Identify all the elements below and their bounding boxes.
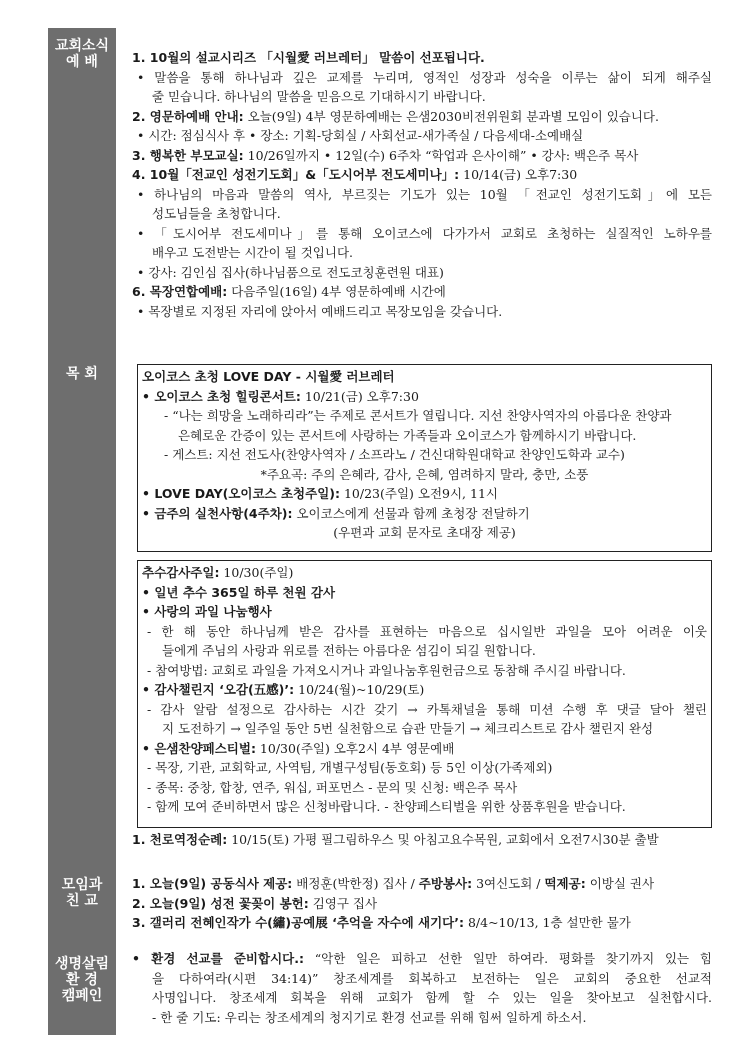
box-line: - 종목: 중창, 합창, 연주, 워십, 퍼포먼스 - 문의 및 신청: 백은주 목사 <box>147 779 518 795</box>
notice-heading <box>132 165 712 185</box>
box-heading-text: 오이코스 초청 LOVE DAY - 시월愛 러브레터 <box>142 369 395 384</box>
notice-detail: 10/26일까지 • 12일(수) 6주차 “학업과 은사이해” • 강사: 백은주 목사 <box>243 147 639 163</box>
box-line: - 함께 모여 준비하면서 많은 신청바랍니다. - 찬양페스티벌을 위한 상품후원을 받습니다. <box>147 799 626 814</box>
notice-heading-text: 1. 10월의 설교시리즈 「시월愛 러브레터」 말씀이 선포됩니다. <box>132 50 485 65</box>
box-heading <box>142 739 707 759</box>
notice-heading <box>132 146 712 166</box>
thanksgiving-box <box>137 560 712 828</box>
worship-section <box>132 48 712 321</box>
notice-heading-text: 떡제공: <box>544 876 586 891</box>
notice-line: • 목장별로 지정된 자리에 앉아서 예배드리고 목장모임을 갖습니다. <box>137 303 503 319</box>
box-line: - 게스트: 지선 전도사(찬양사역자 / 소프라노 / 건신대학원대학교 찬양인도학과 교수) <box>164 447 625 462</box>
box-line: 들에게 주님의 사랑과 위로를 전하는 아름다운 섬김이 되길 원합니다. <box>162 643 536 658</box>
ministry-extra <box>132 830 712 850</box>
box-heading <box>142 484 707 504</box>
box-heading <box>142 563 707 583</box>
box-heading-text: • 은샘찬양페스티벌: <box>142 740 256 756</box>
notice-line: 줄 믿습니다. 하나님의 말씀을 믿음으로 기대하시기 바랍니다. <box>152 89 486 104</box>
box-detail: 10/23(주일) 오전9시, 11시 <box>340 486 498 501</box>
notice-heading <box>132 282 712 302</box>
box-line: - 참여방법: 교회로 과일을 가져오시거나 과일나눔후원헌금으로 동참해 주시길 바랍니다. <box>147 662 626 678</box>
box-heading-text: • 오이코스 초청 힐링콘서트: <box>142 388 301 404</box>
notice-heading-text: 1. 천로역정순례: <box>132 832 228 847</box>
notice-line: 성도님들을 초청합니다. <box>152 206 281 221</box>
notice-heading-text: 주방봉사: <box>418 876 473 891</box>
sidebar-label-campaign <box>48 956 116 1004</box>
notice-detail: 배정훈(박한정) 집사 / <box>292 876 419 891</box>
notice-line: • 시간: 점심식사 후 • 장소: 기획-당회실 / 사회선교-새가족실 / 다음세대-소예배실 <box>137 128 584 143</box>
notice-heading <box>132 830 712 850</box>
sidebar-label-line: 예 배 <box>66 54 98 70</box>
notice-heading-text: 2. 오늘(9일) 성전 꽃꽂이 봉헌: <box>132 895 309 911</box>
notice-heading-text: 1. 오늘(9일) 공동식사 제공: <box>132 876 293 891</box>
sidebar-label-line: 캠페인 <box>61 988 103 1004</box>
sidebar-label-line: 생명살림 <box>54 956 110 972</box>
notice-line: • 하나님의 마음과 말씀의 역사, 부르짖는 기도가 있는 10월 「전교인 성전기도회」에 모든 <box>137 186 712 202</box>
box-heading-text: • 사랑의 과일 나눔행사 <box>142 604 272 619</box>
campaign-section <box>132 949 712 1027</box>
box-heading-text: • 일년 추수 365일 하루 천원 감사 <box>142 584 336 600</box>
notice-detail: 10/15(토) 가평 필그림하우스 및 아침고요수목원, 교회에서 오전7시30분 출발 <box>227 832 659 847</box>
box-line: 은혜로운 간증이 있는 콘서트에 사랑하는 가족들과 오이코스가 함께하시기 바랍니다. <box>178 427 637 443</box>
notice-heading-text: 2. 영문하예배 안내: <box>132 108 244 124</box>
sidebar-label-line: 목 회 <box>66 366 98 382</box>
notice-detail: 8/4~10/13, 1층 설만한 물가 <box>463 915 631 930</box>
box-heading-text: • 감사챌린지 ‘오감(五感)’: <box>142 682 295 697</box>
box-line: *주요곡: 주의 은혜라, 감사, 은혜, 염려하지 말라, 충만, 소풍 <box>260 466 589 482</box>
box-heading-text: • LOVE DAY(오이코스 초청주일): <box>142 486 340 501</box>
sidebar-label-fellowship <box>48 877 116 909</box>
notice-detail: 10/14(금) 오후7:30 <box>459 167 578 182</box>
notice-detail: 이방실 권사 <box>585 876 655 891</box>
notice-line: 사명입니다. 창조세계 회복을 위해 교회가 함께 할 수 있는 일을 찾아보고 실천합시다. <box>152 990 712 1005</box>
notice-detail: “악한 일은 피하고 선한 일만 하여라. 평화를 찾기까지 있는 힘 <box>303 951 712 966</box>
box-line: - 목장, 기관, 교회학교, 사역팀, 개별구성팀(동호회) 등 5인 이상(가족제외) <box>147 760 553 775</box>
box-detail: 10/30(주일) <box>219 565 294 580</box>
box-detail: 오이코스에게 선물과 함께 초청장 전달하기 <box>292 505 530 521</box>
notice-heading <box>132 894 712 914</box>
sidebar-label-line: 교회소식 <box>54 38 110 54</box>
sidebar-label-ministry <box>48 366 116 382</box>
notice-heading <box>132 874 712 894</box>
box-detail: 10/21(금) 오후7:30 <box>300 388 419 404</box>
box-line: - “나는 희망을 노래하리라”는 주제로 콘서트가 열립니다. 지선 찬양사역자의 아름다운 찬양과 <box>164 408 672 423</box>
box-heading <box>142 367 707 387</box>
notice-heading-text: 4. 10월「전교인 성전기도회」&「도시어부 전도세미나」: <box>132 167 460 182</box>
love-day-box <box>137 364 712 552</box>
sidebar-label-line: 친 교 <box>66 893 98 909</box>
sidebar-label-church-news <box>48 38 116 70</box>
notice-detail: 김영구 집사 <box>308 895 378 911</box>
box-heading <box>142 680 707 700</box>
sidebar-label-line: 모임과 <box>61 877 103 893</box>
fellowship-section <box>132 874 712 933</box>
notice-heading-text: 3. 행복한 부모교실: <box>132 147 244 163</box>
box-line: - 감사 알람 설정으로 감사하는 시간 갖기 → 카톡채널을 통해 미션 수행 후 댓글 달아 챌린 <box>147 701 707 717</box>
notice-detail: 3여신도회 / <box>472 876 545 891</box>
notice-line: 배우고 도전받는 시간이 될 것입니다. <box>152 245 353 260</box>
box-detail: 10/24(월)~10/29(토) <box>294 682 425 697</box>
notice-line: 을 다하여라(시편 34:14)” 창조세계를 회복하고 보전하는 일은 교회의 중요한 선교적 <box>152 970 712 986</box>
notice-detail: 다음주일(16일) 4부 영문하예배 시간에 <box>227 284 446 299</box>
notice-heading <box>132 913 712 933</box>
sidebar-label-line: 환 경 <box>66 972 98 988</box>
box-heading <box>142 583 707 603</box>
notice-line: • 「도시어부 전도세미나」를 통해 오이코스에 다가가서 교회로 초청하는 실질적인 노하우를 <box>137 225 712 241</box>
notice-heading-text: 3. 갤러리 전혜인작가 수(繡)공예展 ‘추억을 자수에 새기다’: <box>132 915 464 930</box>
box-heading <box>142 602 707 622</box>
notice-heading <box>132 949 712 969</box>
box-heading <box>142 387 707 407</box>
notice-line: • 말씀을 통해 하나님과 깊은 교제를 누리며, 영적인 성장과 성숙을 이루는 삶이 되게 해주실 <box>137 69 712 85</box>
notice-heading <box>132 107 712 127</box>
notice-heading-text: • 환경 선교를 준비합시다.: <box>132 951 304 966</box>
box-heading-text: 추수감사주일: <box>142 565 220 580</box>
notice-line: • 강사: 김인심 집사(하나님품으로 전도코칭훈련원 대표) <box>137 264 444 280</box>
box-heading-text: • 금주의 실천사항(4주차): <box>142 505 293 521</box>
notice-heading <box>132 48 712 68</box>
box-detail: 10/30(주일) 오후2시 4부 영문예배 <box>255 740 455 756</box>
box-line: 지 도전하기 → 일주일 동안 5번 실천함으로 습관 만들기 → 체크리스트로 감사 챌린지 완성 <box>162 721 654 736</box>
box-heading <box>142 504 707 524</box>
box-line: (우편과 교회 문자로 초대장 제공) <box>333 525 516 540</box>
notice-heading-text: 6. 목장연합예배: <box>132 284 228 299</box>
notice-line: - 한 줄 기도: 우리는 창조세계의 청지기로 환경 선교를 위해 힘써 일하게 하소서. <box>152 1009 587 1025</box>
notice-detail: 오늘(9일) 4부 영문하예배는 은샘2030비전위원회 분과별 모임이 있습니다. <box>243 108 659 124</box>
box-line: - 한 해 동안 하나님께 받은 감사를 표현하는 마음으로 십시일반 과일을 모아 어려운 이웃 <box>147 623 707 639</box>
